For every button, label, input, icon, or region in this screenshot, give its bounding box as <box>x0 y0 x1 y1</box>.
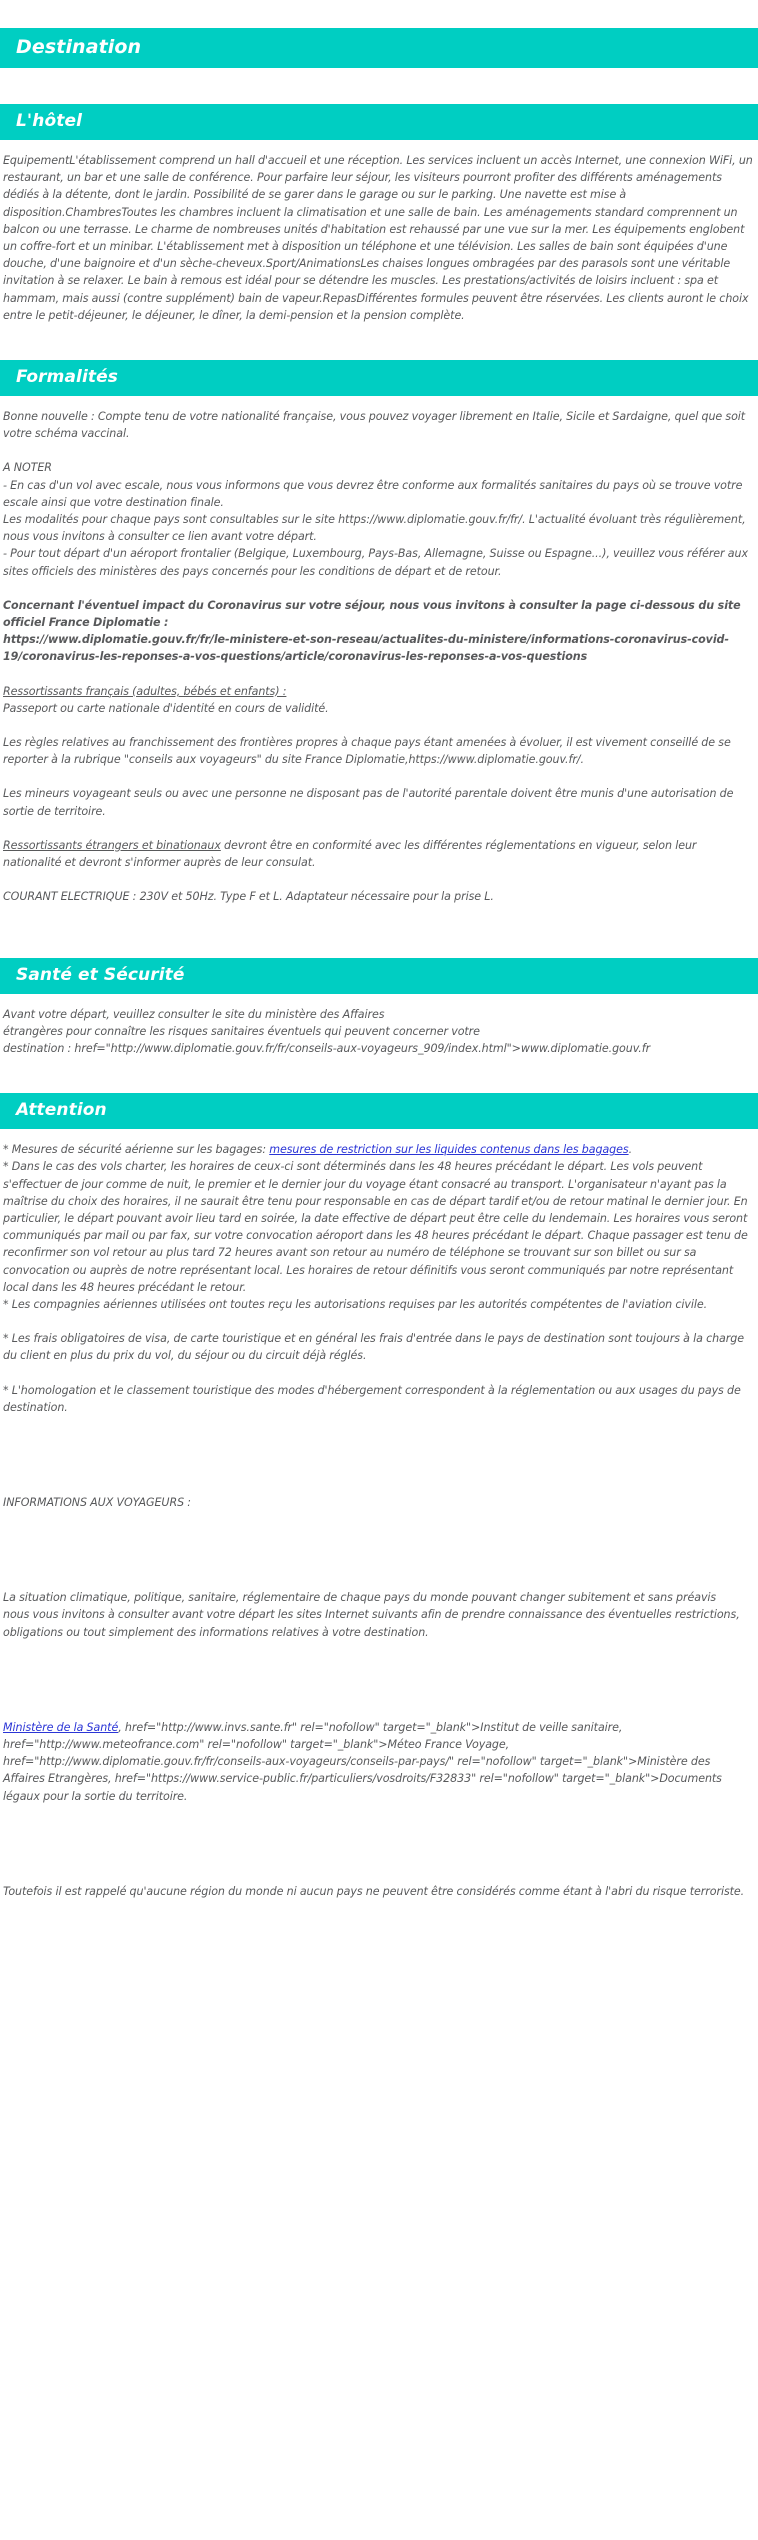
ressortissants-etrangers-body: devront être en conformité avec les différentes réglementations en vigueur, selon leur nationalité et devront s'informer auprès de leur consulat. <box>3 838 697 870</box>
gap-2 <box>3 580 754 597</box>
mineurs-autorisation: Les mineurs voyageant seuls ou avec une personne ne disposant pas de l'autorité parentale doivent être munis d'une autorisation de sortie de territoire. <box>3 787 734 818</box>
ressortissants-etrangers <box>3 837 754 871</box>
coronavirus-url: https://www.diplomatie.gouv.fr/fr/le-ministere-et-son-reseau/actualites-du-ministere/informations-coronavirus-covid-19/coronavirus-les-reponses-a-vos-questions/article/coronavirus-les-reponses-a-vos-questions <box>3 633 729 664</box>
top-spacer <box>0 0 758 28</box>
gap-7 <box>3 871 754 888</box>
gap-1 <box>3 442 754 459</box>
sante-body <box>0 1006 758 1058</box>
attention-bullet-1-prefix: * Mesures de sécurité aérienne sur les bagages: <box>3 1143 270 1157</box>
gap-12 <box>3 1641 754 1719</box>
sante-line-2: étrangères pour connaître les risques sanitaires éventuels qui peuvent concerner votre <box>3 1024 480 1038</box>
voyageurs-heading: INFORMATIONS AUX VOYAGEURS : <box>3 1495 191 1509</box>
section-header-hotel: L'hôtel <box>0 104 758 140</box>
gap-before-attention <box>0 1057 758 1093</box>
hotel-description: EquipementL'établissement comprend un hall d'accueil et une réception. Les services incluent un accès Internet, une connexion WiFi, un restaurant, un bar et une salle de conférence. Pour parfaire leur séjour, les visiteurs pourront profiter des différents aménagements dédiés à la détente, dont le jardin. Possibilité de se garer dans le garage ou sur le parking. Une navette est mise à disposition.ChambresToutes les chambres incluent la climatisation et une salle de bain. Les aménagements standard comprennent un balcon ou une terrasse. Le charme de nombreuses unités d'habitation est rehaussé par une vue sur la mer. Les équipements englobent un coffre-fort et un minibar. L'établissement met à disposition un téléphone et une télévision. Les salles de bain sont équipées d'une douche, d'une baignoire et d'un sèche-cheveux.Sport/AnimationsLes chaises longues ombragées par des parasols sont une véritable invitation à se relaxer. Le bain à remous est idéal pour se détendre les muscles. Les prestations/activités de loisirs incluent : spa et hammam, mais aussi (contre supplément) bain de vapeur.RepasDifférentes formules peuvent être réservées. Les clients auront le choix entre le petit-déjeuner, le déjeuner, le dîner, la demi-pension et la pension complète. <box>3 154 753 322</box>
attention-bullet-5: * L'homologation et le classement touristique des modes d'hébergement correspondent à la réglementation ou aux usages du pays de destination. <box>3 1383 741 1414</box>
ressortissants-etrangers-heading: Ressortissants étrangers et binationaux <box>3 838 221 852</box>
gap-after-sante-bar <box>0 994 758 1006</box>
attention-bullet-4: * Les frais obligatoires de visa, de carte touristique et en général les frais d'entrée dans le pays de destination sont toujours à la charge du client en plus du prix du vol, du séjour ou du circuit déjà réglés. <box>3 1332 744 1363</box>
gap-5 <box>3 768 754 785</box>
section-header-destination: Destination <box>0 28 758 68</box>
gap-before-sante <box>0 906 758 958</box>
gap-13 <box>3 1805 754 1883</box>
gap-8 <box>3 1313 754 1330</box>
attention-bullet-2: * Dans le cas des vols charter, les horaires de ceux-ci sont déterminés dans les 48 heures précédant le départ. Les vols peuvent s'effectuer de jour comme de nuit, le premier et le dernier jour du voyage étant consacré au transport. L'organisateur n'ayant pas la maîtrise du choix des horaires, il ne saurait être tenu pour responsable en cas de départ tardif et/ou de retour matinal le dernier jour. En particulier, le départ pouvant avoir lieu tard en soirée, la date effective de départ peut être celle du lendemain. Les horaires vous seront communiqués par mail ou par fax, sur votre convocation aéroport dans les 48 heures précédant le départ. Chaque passager est tenu de reconfirmer son vol retour au plus tard 72 heures avant son retour au numéro de téléphone se trouvant sur son billet ou sur sa convocation ou auprès de notre représentant local. Les horaires de retour définitifs vous seront communiqués par notre représentant local dans les 48 heures précédant le retour. <box>3 1160 748 1294</box>
formalites-anoter-line-3: - Pour tout départ d'un aéroport frontalier (Belgique, Luxembourg, Pays-Bas, Allemagne, Suisse ou Espagne...), veuillez vous référer aux sites officiels des ministères des pays concernés pour les conditions de départ et de retour. <box>3 547 748 578</box>
ressortissants-francais-body: Passeport ou carte nationale d'identité en cours de validité. <box>3 701 329 715</box>
situation-line-1: La situation climatique, politique, sanitaire, réglementaire de chaque pays du monde pouvant changer subitement et sans préavis <box>3 1591 717 1605</box>
hotel-body <box>0 152 758 324</box>
attention-bullet-1-suffix: . <box>628 1143 633 1157</box>
liquides-restriction-link[interactable]: mesures de restriction sur les liquides contenus dans les bagages <box>269 1143 629 1157</box>
attention-bullet-1 <box>3 1141 754 1158</box>
formalites-anoter-heading: A NOTER <box>3 461 52 475</box>
section-header-sante: Santé et Sécurité <box>0 958 758 994</box>
gap-after-destination <box>0 68 758 104</box>
gap-after-formalites-bar <box>0 396 758 408</box>
ministere-sante-link[interactable]: Ministère de la Santé <box>3 1720 119 1734</box>
risque-terroriste: Toutefois il est rappelé qu'aucune région du monde ni aucun pays ne peuvent être considérés comme étant à l'abri du risque terroriste. <box>3 1884 745 1898</box>
section-header-formalites: Formalités <box>0 360 758 396</box>
formalites-anoter-line-1: - En cas d'un vol avec escale, nous vous informons que vous devrez être conforme aux formalités sanitaires du pays où se trouve votre escale ainsi que votre destination finale. <box>3 478 743 509</box>
gap-9 <box>3 1365 754 1382</box>
formalites-good-news: Bonne nouvelle : Compte tenu de votre nationalité française, vous pouvez voyager librement en Italie, Sicile et Sardaigne, quel que soit votre schéma vaccinal. <box>3 410 746 441</box>
gap-4 <box>3 717 754 734</box>
gap-6 <box>3 820 754 837</box>
section-header-attention: Attention <box>0 1093 758 1129</box>
attention-bullet-3: * Les compagnies aériennes utilisées ont toutes reçu les autorisations requises par les autorités compétentes de l'aviation civile. <box>3 1297 708 1311</box>
regles-frontieres: Les règles relatives au franchissement des frontières propres à chaque pays étant amenées à évoluer, il est vivement conseillé de se reporter à la rubrique "conseils aux voyageurs" du site France Diplomatie,https://www.diplomatie.gouv.fr/. <box>3 736 731 767</box>
courant-electrique: COURANT ELECTRIQUE : 230V et 50Hz. Type F et L. Adaptateur nécessaire pour la prise L. <box>3 890 494 904</box>
formalites-body <box>0 408 758 905</box>
coronavirus-intro: Concernant l'éventuel impact du Coronavirus sur votre séjour, nous vous invitons à consulter la page ci-dessous du site officiel France Diplomatie : <box>3 598 741 630</box>
gap-after-attention-bar <box>0 1129 758 1141</box>
gap-before-formalites <box>0 324 758 360</box>
formalites-anoter-line-2: Les modalités pour chaque pays sont consultables sur le site https://www.diplomatie.gouv.fr/fr/. L'actualité évoluant très régulièrement, nous vous invitons à consulter ce lien avant votre départ. <box>3 513 746 544</box>
gap-10 <box>3 1416 754 1494</box>
sante-line-3: destination : href="http://www.diplomatie.gouv.fr/fr/conseils-aux-voyageurs_909/index.html">www.diplomatie.gouv.fr <box>3 1041 651 1055</box>
gap-11 <box>3 1511 754 1589</box>
situation-line-2: nous vous invitons à consulter avant votre départ les sites Internet suivants afin de prendre connaissance des éventuelles restrictions, obligations ou tout simplement des informations relatives à votre destination. <box>3 1608 740 1639</box>
sante-line-1: Avant votre départ, veuillez consulter le site du ministère des Affaires <box>3 1007 385 1021</box>
attention-body <box>0 1141 758 1900</box>
useful-links-paragraph <box>3 1719 754 1805</box>
gap-3 <box>3 666 754 683</box>
useful-links-rest: , href="http://www.invs.sante.fr" rel="nofollow" target="_blank">Institut de veille sanitaire, href="http://www.meteofrance.com" rel="nofollow" target="_blank">Méteo France Voyage, href="http://www.diplomatie.gouv.fr/fr/conseils-aux-voyageurs/conseils-par-pays/" rel="nofollow" target="_blank">Ministère des Affaires Etrangères, href="https://www.service-public.fr/particuliers/vosdroits/F32833" rel="nofollow" target="_blank">Documents légaux pour la sortie du territoire. <box>3 1720 722 1803</box>
ressortissants-francais-heading: Ressortissants français (adultes, bébés et enfants) : <box>3 684 287 698</box>
gap-after-hotel-bar <box>0 140 758 152</box>
